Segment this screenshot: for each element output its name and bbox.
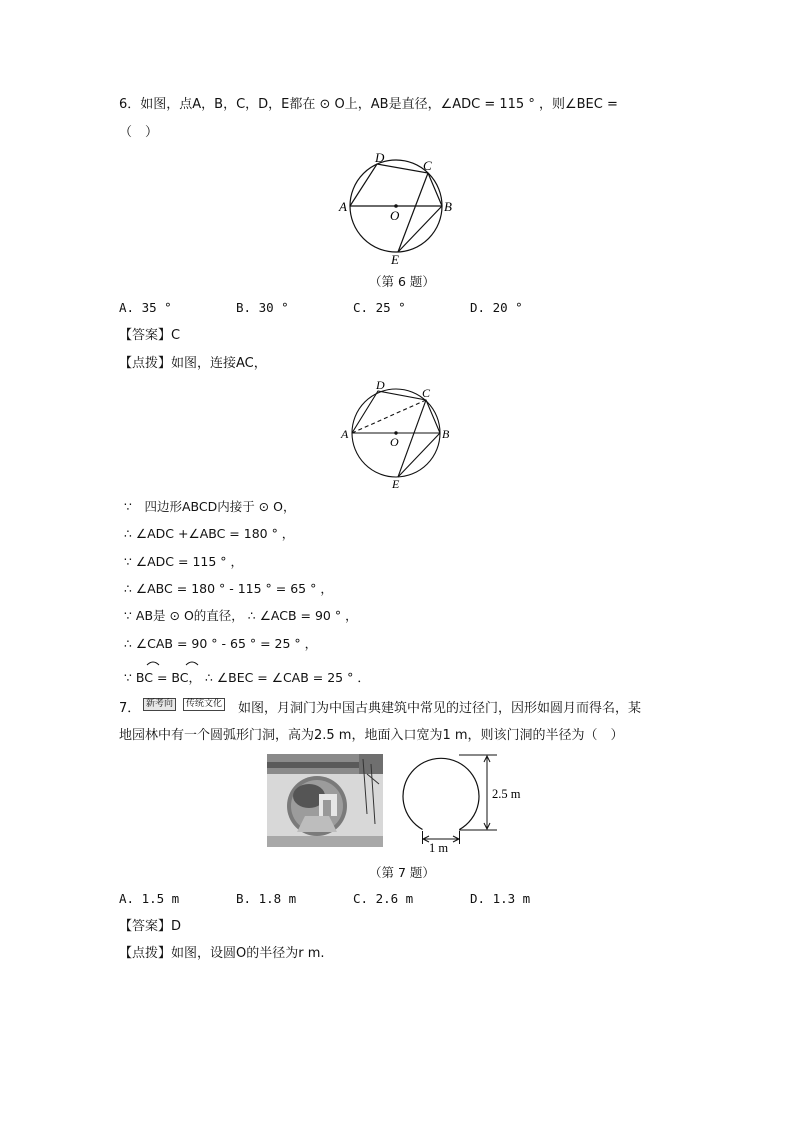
q7-option-d: D. 1.3 m <box>470 891 531 906</box>
q6-figure <box>335 150 465 266</box>
q6-proof-line7: ∵ BC = BC， ∴ ∠BEC = ∠CAB = 25 ° ． <box>124 670 370 685</box>
q6-stem-line1: 6．如图，点A，B，C，D，E都在 ⊙ O上，AB是直径，∠ADC = 115 ° ，则∠BEC = <box>119 97 618 112</box>
q6-label-e: E <box>391 252 399 266</box>
q6-hint: 【点拨】如图，连接AC， <box>119 356 267 371</box>
q6-proof-line1: ∵ 四边形ABCD内接于 ⊙ O， <box>124 499 296 514</box>
q7-figure <box>395 752 535 856</box>
q7-width-label: 1 m <box>429 841 449 855</box>
q6-answer: 【答案】C <box>119 328 181 343</box>
q6-hint-label-o: O <box>390 435 399 449</box>
q6-label-b: B <box>444 199 452 214</box>
q7-hint: 【点拨】如图，设圆O的半径为r m. <box>119 946 325 961</box>
q6-proof-line3: ∵ ∠ADC = 115 ° ， <box>124 554 244 569</box>
q6-hint-label-d: D <box>376 378 385 392</box>
q6-label-a: A <box>339 199 347 214</box>
q6-hint-label-b: B <box>442 427 450 441</box>
q6-label-d: D <box>375 150 385 165</box>
q6-proof-line5: ∵ AB是 ⊙ O的直径， ∴ ∠ACB = 90 ° ， <box>124 608 358 623</box>
q7-option-c: C. 2.6 m <box>353 891 414 906</box>
q7-answer: 【答案】D <box>119 919 182 934</box>
q6-stem-line2: （ ） <box>119 125 159 140</box>
q6-option-c: C. 25 ° <box>353 300 406 315</box>
q6-hint-label-c: C <box>422 386 431 400</box>
q6-caption: （第 6 题） <box>369 274 435 289</box>
q7-number: 7． <box>119 701 141 716</box>
q6-option-b: B. 30 ° <box>236 300 289 315</box>
moon-gate-photo <box>267 754 383 847</box>
q6-hint-label-e: E <box>392 477 400 490</box>
q6-option-d: D. 20 ° <box>470 300 523 315</box>
arc-mark-icon <box>146 660 160 666</box>
q7-tag-culture: 传统文化 <box>183 698 225 711</box>
arc-mark-icon <box>185 660 199 666</box>
q6-proof-line4: ∴ ∠ABC = 180 ° - 115 ° = 65 ° ， <box>124 581 333 596</box>
q7-option-a: A. 1.5 m <box>119 891 180 906</box>
q7-height-label: 2.5 m <box>492 787 521 801</box>
q7-option-b: B. 1.8 m <box>236 891 297 906</box>
q6-proof-line6: ∴ ∠CAB = 90 ° - 65 ° = 25 ° ， <box>124 636 318 651</box>
q6-hint-label-a: A <box>341 427 349 441</box>
q6-label-o: O <box>390 208 400 223</box>
q7-stem-line1: 如图，月洞门为中国古典建筑中常见的过径门，因形如圆月而得名，某 <box>238 701 642 716</box>
q6-label-c: C <box>423 158 432 173</box>
q6-proof-line2: ∴ ∠ADC +∠ABC = 180 ° ， <box>124 526 295 541</box>
q7-tag-new: 新考向 <box>143 698 176 711</box>
q6-hint-figure <box>338 378 462 490</box>
q7-caption: （第 7 题） <box>369 865 435 880</box>
q7-stem-line2: 地园林中有一个圆弧形门洞，高为2.5 m，地面入口宽为1 m，则该门洞的半径为（ ） <box>119 728 624 743</box>
q6-option-a: A. 35 ° <box>119 300 172 315</box>
